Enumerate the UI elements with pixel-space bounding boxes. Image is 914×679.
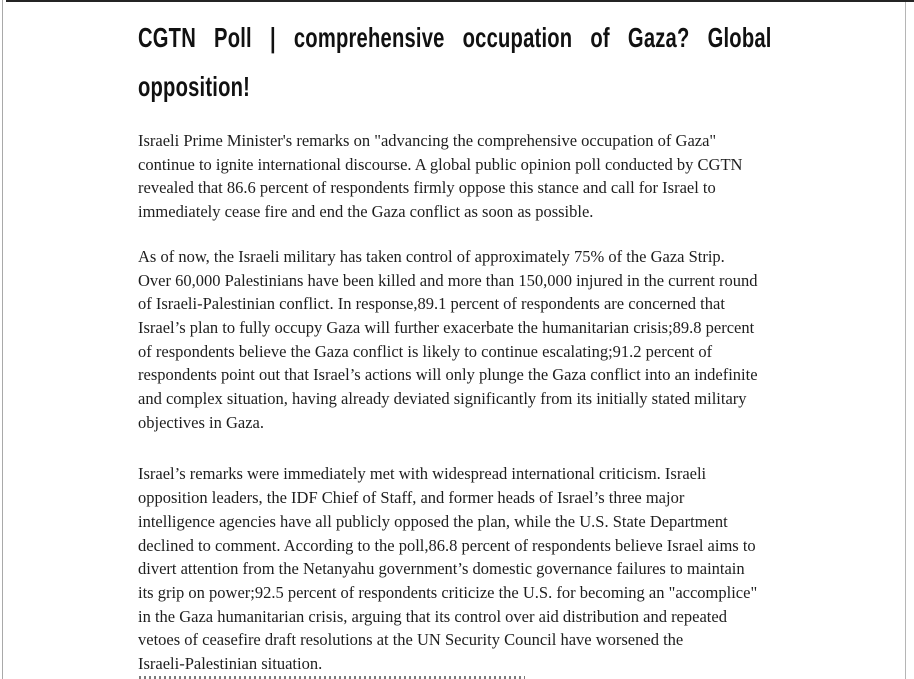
text-line: declined to comment. According to the poll,86.8 percent of respondents believe Israel aims to bbox=[138, 535, 756, 555]
text-line: and complex situation, having already deviated significantly from its initially stated military bbox=[138, 389, 747, 409]
text-line: objectives in Gaza. bbox=[138, 412, 264, 432]
text-line: Over 60,000 Palestinians have been killed and more than 150,000 injured in the current round bbox=[138, 270, 758, 290]
right-edge-border bbox=[905, 2, 906, 679]
text-line: divert attention from the Netanyahu government’s domestic governance failures to maintain bbox=[138, 559, 745, 579]
text-line: revealed that 86.6 percent of respondents firmly oppose this stance and call for Israel to bbox=[138, 178, 716, 198]
text-line: opposition leaders, the IDF Chief of Staff, and former heads of Israel’s three major bbox=[138, 488, 685, 508]
article-body bbox=[138, 129, 778, 679]
text-line: of Israeli-Palestinian conflict. In response,89.1 percent of respondents are concerned that bbox=[138, 294, 725, 314]
text-line: Israeli-Palestinian situation. bbox=[138, 654, 323, 674]
text-line: As of now, the Israeli military has taken control of approximately 75% of the Gaza Strip. bbox=[138, 246, 725, 266]
article-title-line2: opposition! bbox=[138, 71, 251, 102]
text-line: continue to ignite international discourse. A global public opinion poll conducted by CGTN bbox=[138, 154, 743, 174]
text-line: respondents point out that Israel’s actions will only plunge the Gaza conflict into an indefinite bbox=[138, 365, 758, 385]
text-line: immediately cease fire and end the Gaza conflict as soon as possible. bbox=[138, 202, 594, 222]
left-edge-border bbox=[2, 0, 3, 679]
top-edge-border bbox=[6, 0, 914, 2]
paragraph bbox=[138, 129, 778, 224]
text-line: Israeli Prime Minister's remarks on "advancing the comprehensive occupation of Gaza" bbox=[138, 131, 717, 150]
text-line: intelligence agencies have all publicly opposed the plan, while the U.S. State Department bbox=[138, 511, 728, 531]
article-title-line1: CGTN Poll | comprehensive occupation of Gaza? Global bbox=[138, 22, 772, 53]
text-line: vetoes of ceasefire draft resolutions at the UN Security Council have worsened the bbox=[138, 630, 684, 650]
article-title bbox=[138, 13, 772, 111]
paragraph bbox=[138, 245, 778, 435]
text-line: in the Gaza humanitarian crisis, arguing that its control over aid distribution and repeated bbox=[138, 606, 727, 626]
text-line: its grip on power;92.5 percent of respondents criticize the U.S. for becoming an "accomplice" bbox=[138, 582, 758, 602]
paragraph bbox=[138, 462, 778, 675]
text-line: of respondents believe the Gaza conflict is likely to continue escalating;91.2 percent of bbox=[138, 341, 713, 361]
text-line: Israel’s remarks were immediately met with widespread international criticism. Israeli bbox=[138, 464, 707, 484]
text-line: Israel’s plan to fully occupy Gaza will further exacerbate the humanitarian crisis;89.8 percent bbox=[138, 317, 755, 337]
